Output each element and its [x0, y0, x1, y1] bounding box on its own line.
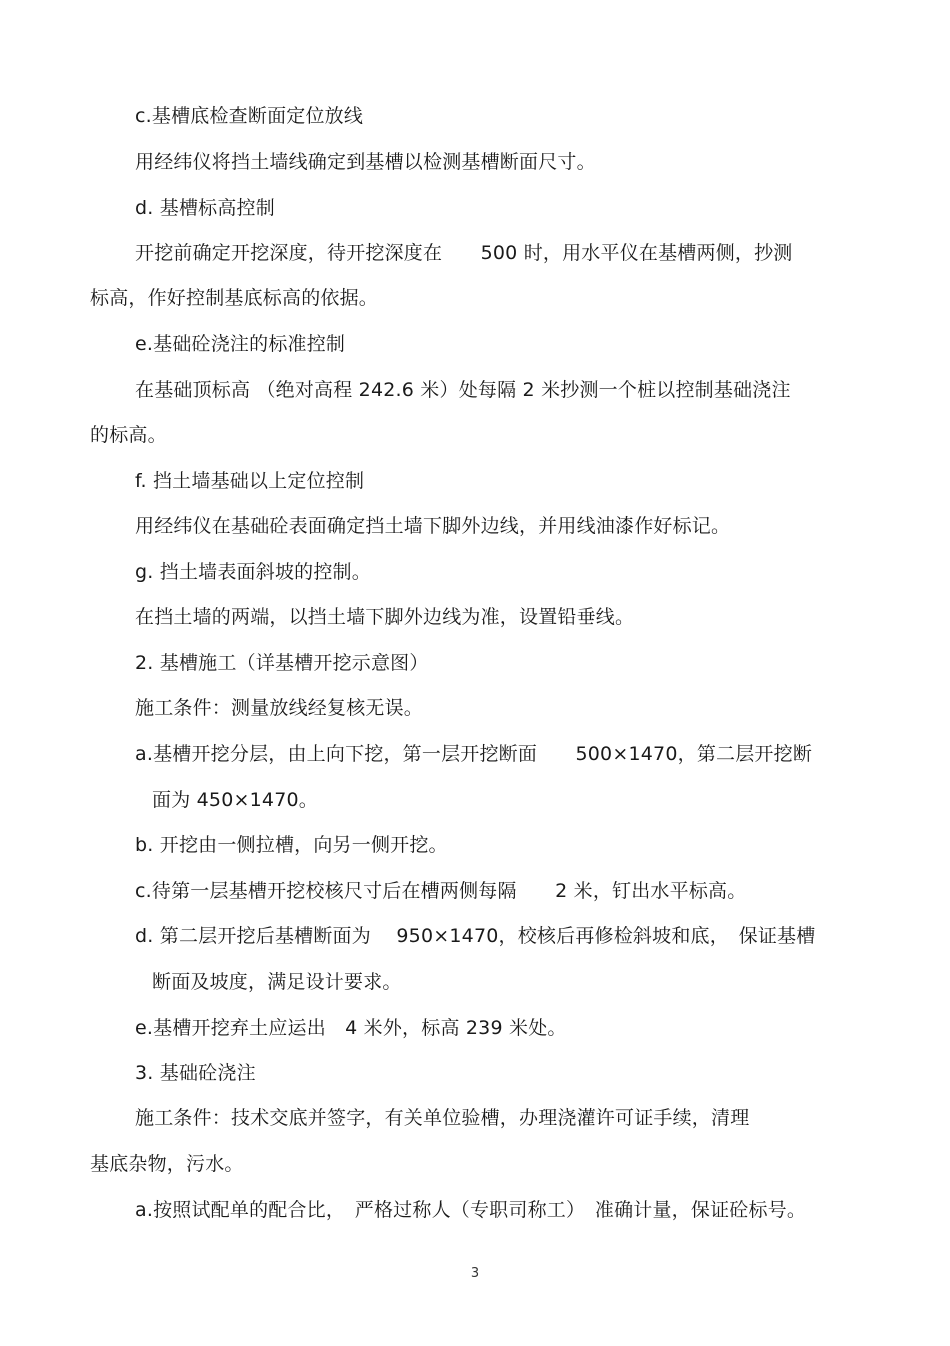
text-line: e.基础砼浇注的标准控制	[135, 333, 346, 355]
text-line: 开挖前确定开挖深度，待开挖深度在 500 时，用水平仪在基槽两侧，抄测	[135, 242, 793, 264]
text-line: b. 开挖由一侧拉槽，向另一侧开挖。	[135, 834, 448, 856]
text-line: d. 基槽标高控制	[135, 197, 275, 219]
section-heading: 3. 基础砼浇注	[135, 1062, 256, 1084]
text-line: e.基槽开挖弃土应运出 4 米外，标高 239 米处。	[135, 1017, 567, 1039]
text-line: 标高，作好控制基底标高的依据。	[90, 287, 379, 309]
text-line: a.按照试配单的配合比， 严格过称人（专职司称工） 准确计量，保证砼标号。	[135, 1199, 807, 1221]
text-line: d. 第二层开挖后基槽断面为 950×1470，校核后再修检斜坡和底， 保证基槽	[135, 925, 816, 947]
text-line: c.基槽底检查断面定位放线	[135, 105, 364, 127]
text-line: 施工条件：测量放线经复核无误。	[135, 697, 424, 719]
section-heading: 2. 基槽施工（详基槽开挖示意图）	[135, 652, 429, 674]
text-line: 施工条件：技术交底并签字，有关单位验槽，办理浇灌许可证手续，清理	[135, 1107, 750, 1129]
text-line: 断面及坡度，满足设计要求。	[152, 971, 402, 993]
text-line: a.基槽开挖分层，由上向下挖，第一层开挖断面 500×1470，第二层开挖断	[135, 743, 813, 765]
text-line: 基底杂物，污水。	[90, 1153, 244, 1175]
text-line: 用经纬仪在基础砼表面确定挡土墙下脚外边线，并用线油漆作好标记。	[135, 515, 731, 537]
text-line: g. 挡土墙表面斜坡的控制。	[135, 561, 371, 583]
text-line: 的标高。	[90, 424, 167, 446]
text-line: 面为 450×1470。	[152, 789, 318, 811]
page-number: 3	[470, 1266, 480, 1281]
text-line: f. 挡土墙基础以上定位控制	[135, 470, 365, 492]
text-line: 在基础顶标高 （绝对高程 242.6 米）处每隔 2 米抄测一个桩以控制基础浇注	[135, 379, 791, 401]
text-line: 用经纬仪将挡土墙线确定到基槽以检测基槽断面尺寸。	[135, 151, 596, 173]
text-line: 在挡土墙的两端，以挡土墙下脚外边线为准，设置铅垂线。	[135, 606, 635, 628]
text-line: c.待第一层基槽开挖校核尺寸后在槽两侧每隔 2 米，钉出水平标高。	[135, 880, 747, 902]
